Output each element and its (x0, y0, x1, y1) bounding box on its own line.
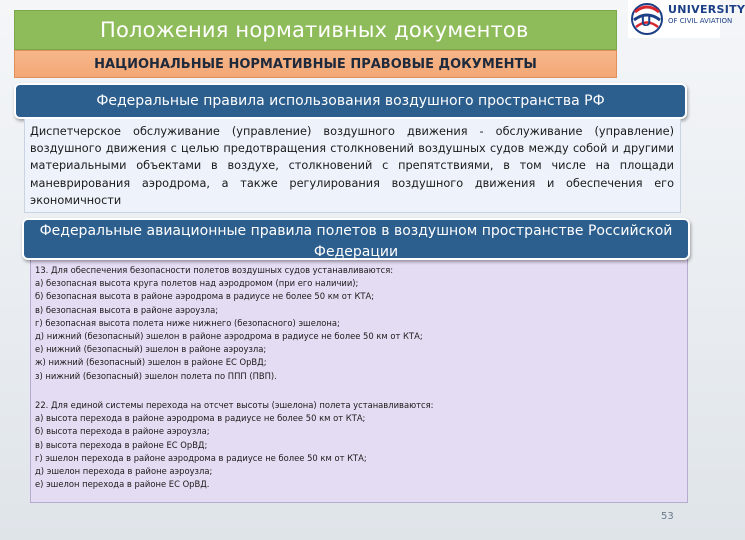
section2-header (22, 218, 690, 260)
list-item: б) высота перехода в районе аэроузла; (35, 426, 210, 437)
list-item: д) нижний (безопасный) эшелон в районе аэродрома в радиусе не более 50 км от КТА; (35, 331, 423, 342)
subtitle-bar (14, 50, 617, 78)
logo-text-secondary: OF CIVIL AVIATION (668, 17, 733, 25)
svg-text:U: U (641, 13, 652, 29)
section2-block1 (35, 264, 423, 383)
section1-panel (24, 119, 681, 213)
section1-header (14, 83, 687, 119)
section2-heading: Федеральные авиационные правила полетов в воздушном пространстве Российской Федерации (39, 223, 673, 260)
list-item: в) высота перехода в районе ЕС ОрВД; (35, 439, 208, 450)
list-item: б) безопасная высота в районе аэродрома в радиусе не более 50 км от КТА; (35, 291, 375, 302)
list-item: г) безопасная высота полета ниже нижнего (безопасного) эшелона; (35, 317, 340, 328)
list-item: ж) нижний (безопасный) эшелон в районе ЕС ОрВД; (35, 357, 267, 368)
page-number: 53 (661, 511, 674, 522)
section1-body: Диспетчерское обслуживание (управление) воздушного движения - обслуживание (управление) воздушного движения с целью предотвращения столкновений воздушных судов между собой и другими материальными объектами в воздухе, столкновений с препятствиями, в том числе на площади маневрирования аэродрома, а также регулирования воздушного движения и обеспечения его экономичности (30, 125, 674, 207)
logo-text-primary: UNIVERSITY (668, 3, 745, 16)
list-item: в) безопасная высота в районе аэроузла; (35, 304, 219, 315)
page-title: Положения нормативных документов (100, 18, 529, 42)
section2-block2 (35, 399, 434, 491)
list-item: а) высота перехода в районе аэродрома в радиусе не более 50 км от КТА; (35, 413, 366, 424)
list-item: 13. Для обеспечения безопасности полетов воздушных судов устанавливаются: (35, 265, 394, 275)
list-item: г) эшелон перехода в районе аэродрома в радиусе не более 50 км от КТА; (35, 452, 367, 463)
list-item: е) нижний (безопасный) эшелон в районе аэроузла; (35, 344, 267, 355)
list-item: д) эшелон перехода в районе аэроузла; (35, 466, 213, 477)
university-logo (628, 0, 745, 38)
list-item: 22. Для единой системы перехода на отсчет высоты (эшелона) полета устанавливаются: (35, 400, 434, 410)
list-item: а) безопасная высота круга полетов над аэродромом (при его наличии); (35, 278, 359, 289)
list-item: е) эшелон перехода в районе ЕС ОрВД. (35, 479, 210, 490)
university-logo-icon (630, 2, 666, 36)
section1-heading: Федеральные правила использования воздушного пространства РФ (96, 93, 605, 109)
title-bar (14, 10, 617, 50)
section2-panel (30, 258, 688, 503)
list-item: з) нижний (безопасный) эшелон полета по ППП (ПВП). (35, 370, 277, 381)
page-subtitle: НАЦИОНАЛЬНЫЕ НОРМАТИВНЫЕ ПРАВОВЫЕ ДОКУМЕНТЫ (94, 57, 537, 72)
